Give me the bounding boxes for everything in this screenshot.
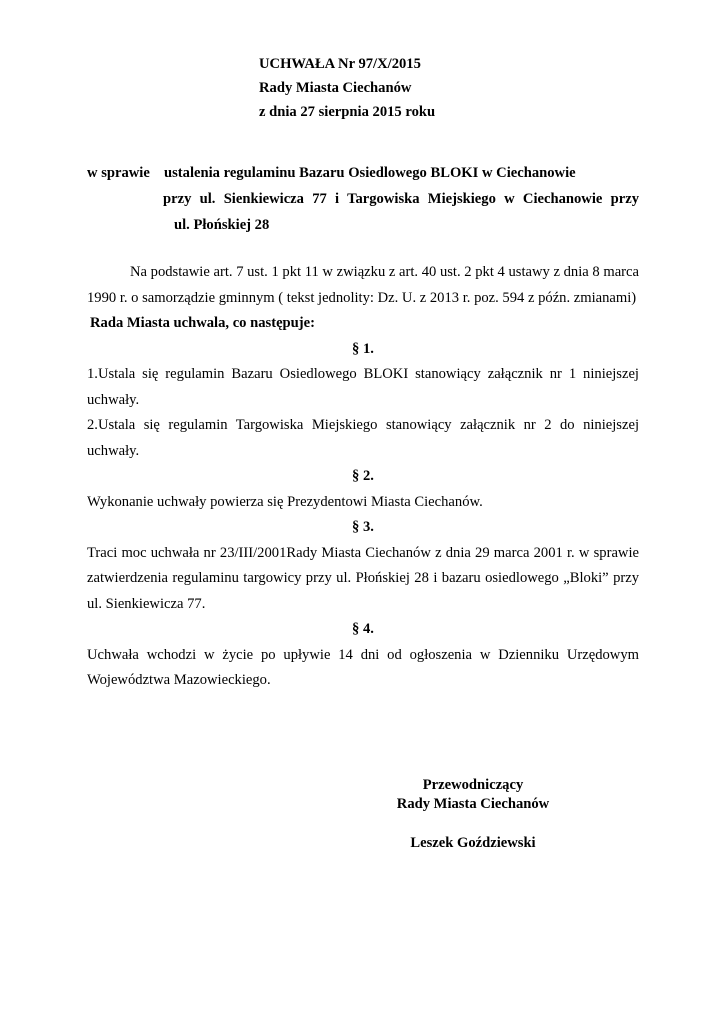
section-mark-4: § 4.	[352, 621, 374, 637]
signatory-name: Leszek Goździewski	[410, 835, 536, 851]
signature-block	[383, 776, 563, 853]
subject-line-3: ul. Płońskiej 28	[174, 217, 270, 233]
section-2-paragraph: Wykonanie uchwały powierza się Prezydentowi Miasta Ciechanów.	[87, 493, 483, 510]
resolution-date: z dnia 27 sierpnia 2015 roku	[259, 104, 436, 120]
resolves-clause: Rada Miasta uchwala, co następuje:	[90, 315, 315, 331]
resolution-subject	[87, 160, 639, 238]
signature-body: Rady Miasta Ciechanów	[396, 796, 550, 812]
signature-role: Przewodniczący	[422, 777, 524, 793]
council-name: Rady Miasta Ciechanów	[259, 80, 412, 96]
resolution-title: UCHWAŁA Nr 97/X/2015	[259, 56, 421, 72]
subject-lead: w sprawie	[87, 165, 150, 181]
section-3-paragraph: Traci moc uchwała nr 23/III/2001Rady Miasta Ciechanów z dnia 29 marca 2001 r. w sprawie zatwierdzenia regulaminu targowicy przy ul. Płońskiej 28 i bazaru osiedlowego „Bloki” przy ul. Sienkiewicza 77.	[87, 544, 639, 612]
section-1-paragraph-2: 2.Ustala się regulamin Targowiska Miejskiego stanowiący załącznik nr 2 do niniejszej uchwały.	[87, 417, 639, 459]
subject-line-1: ustalenia regulaminu Bazaru Osiedlowego BLOKI w Ciechanowie	[164, 165, 576, 181]
section-mark-2: § 2.	[352, 468, 374, 484]
section-mark-1: § 1.	[352, 340, 374, 357]
preamble: Na podstawie art. 7 ust. 1 pkt 11 w związku z art. 40 ust. 2 pkt 4 ustawy z dnia 8 marca 1990 r. o samorządzie gminnym ( tekst jednolity: Dz. U. z 2013 r. poz. 594 z późn. zmianami)	[87, 264, 639, 306]
document-header	[259, 52, 435, 124]
section-1-paragraph-1: 1.Ustala się regulamin Bazaru Osiedlowego BLOKI stanowiący załącznik nr 1 niniejszej uchwały.	[87, 366, 639, 408]
section-4-paragraph: Uchwała wchodzi w życie po upływie 14 dni od ogłoszenia w Dzienniku Urzędowym Województwa Mazowieckiego.	[87, 646, 639, 688]
resolution-body	[87, 260, 639, 694]
subject-line-2: przy ul. Sienkiewicza 77 i Targowiska Miejskiego w Ciechanowie przy	[163, 191, 639, 207]
section-mark-3: § 3.	[352, 519, 374, 535]
